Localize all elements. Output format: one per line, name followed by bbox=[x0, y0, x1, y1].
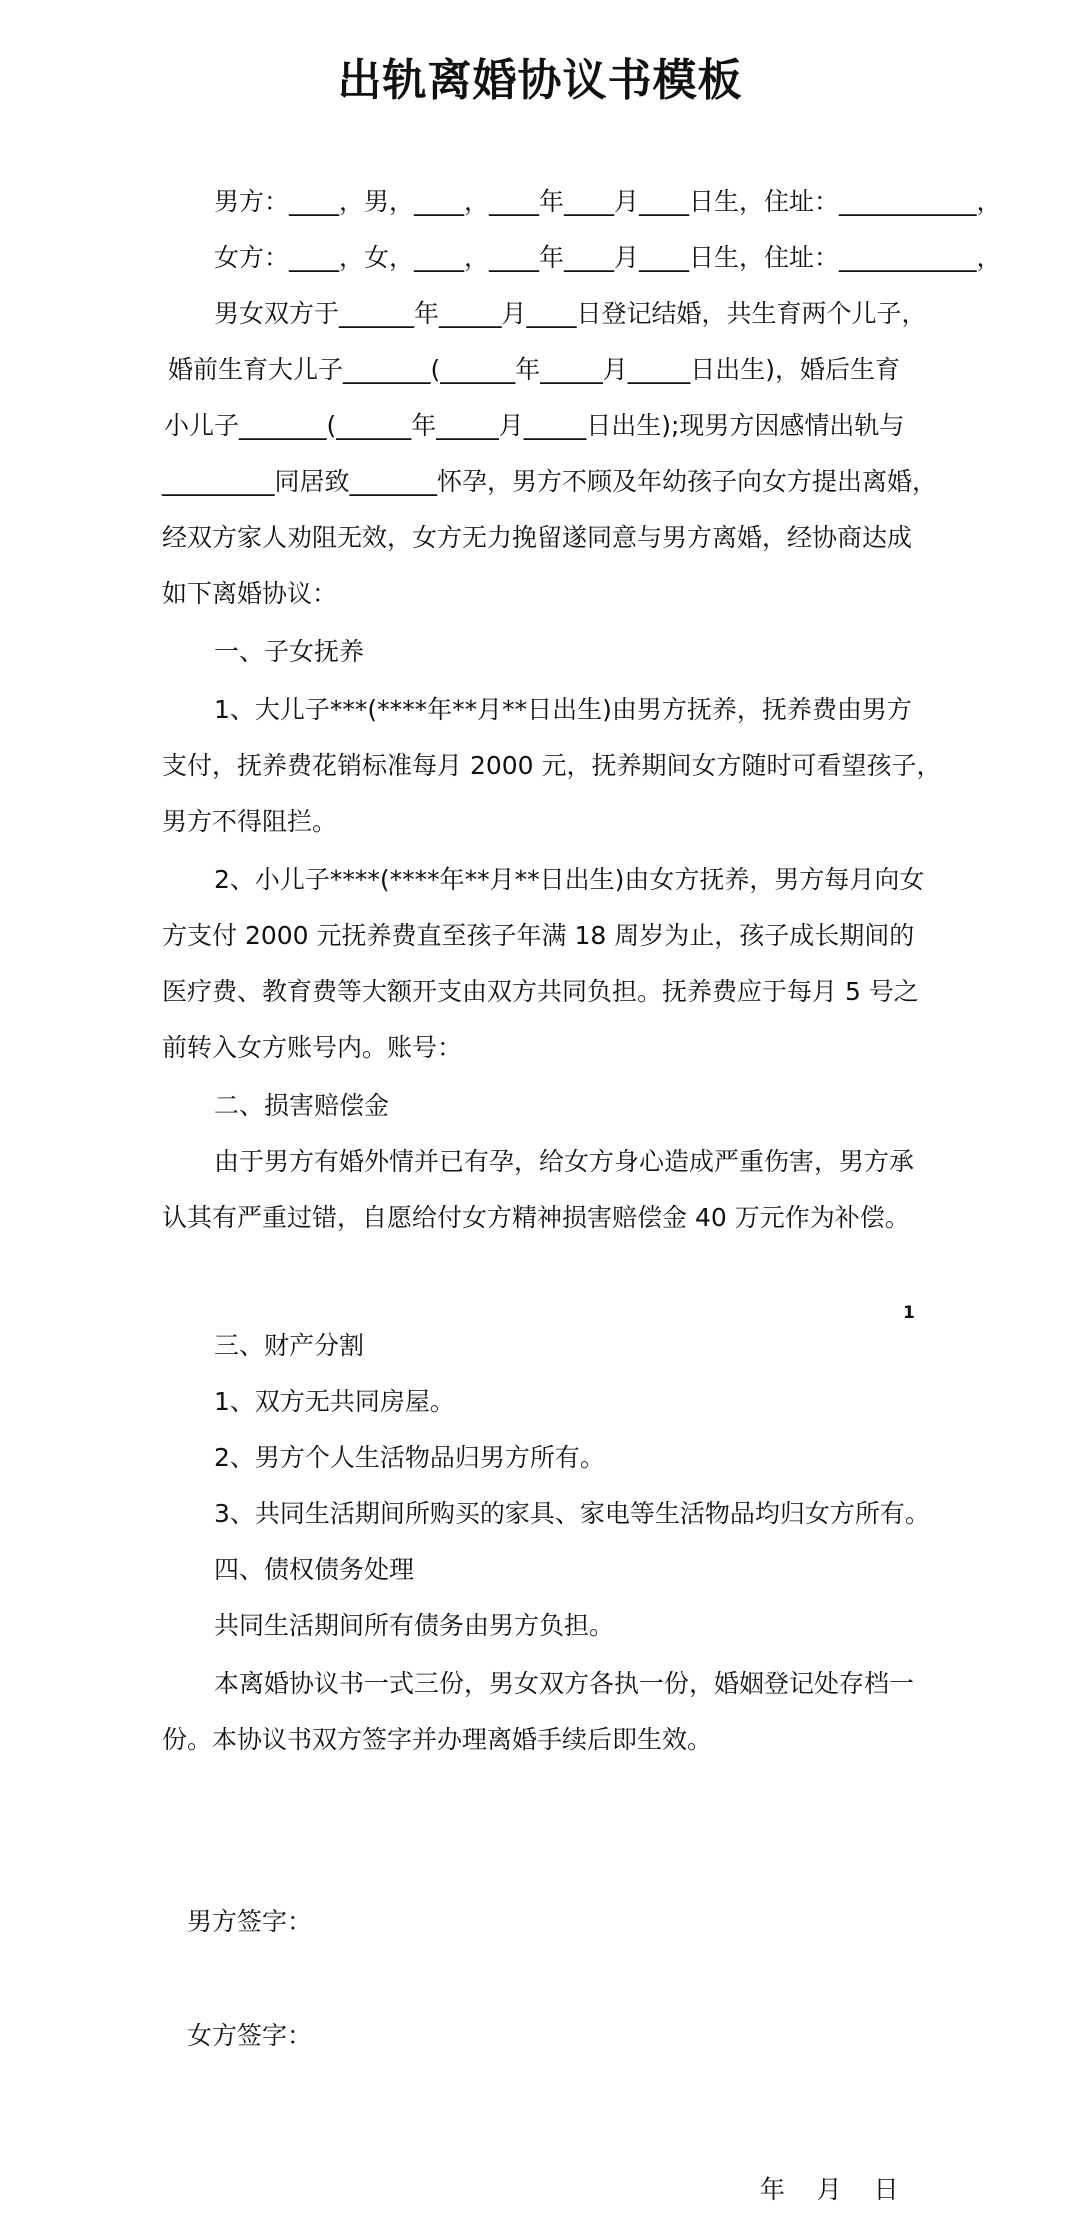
female-signature-label: 女方签字： bbox=[187, 2021, 313, 2050]
property-item: 1、双方无共同房屋。 bbox=[214, 1387, 455, 1416]
preamble-line: 小儿子_______(______年_____月_____日出生);现男方因感情出轨与 bbox=[164, 411, 905, 440]
property-item: 2、男方个人生活物品归男方所有。 bbox=[214, 1443, 605, 1472]
custody-item-1-line: 支付，抚养费花销标准每月 2000 元，抚养期间女方随时可看望孩子， bbox=[162, 751, 942, 780]
custody-item-2-line: 医疗费、教育费等大额开支由双方共同负担。抚养费应于每月 5 号之 bbox=[162, 977, 919, 1006]
custody-item-2-first: 2、小儿子****(****年**月**日出生)由女方抚养，男方每月向女 bbox=[214, 865, 925, 894]
preamble-line: 如下离婚协议： bbox=[162, 579, 338, 608]
male-info-line: 男方：____，男，____，____年____月____日生，住址：___________， bbox=[214, 187, 1002, 216]
custody-item-2-line: 前转入女方账号内。账号： bbox=[162, 1033, 463, 1062]
female-info-line: 女方：____，女，____，____年____月____日生，住址：___________， bbox=[214, 243, 1002, 272]
section-heading-property: 三、财产分割 bbox=[214, 1331, 365, 1360]
preamble-line: 经双方家人劝阻无效，女方无力挽留遂同意与男方离婚，经协商达成 bbox=[162, 523, 913, 552]
male-signature-label: 男方签字： bbox=[187, 1907, 313, 1936]
custody-item-1-first: 1、大儿子***(****年**月**日出生)由男方抚养，抚养费由男方 bbox=[214, 695, 912, 724]
preamble-line: 婚前生育大儿子_______(______年_____月_____日出生)，婚后生育 bbox=[168, 355, 901, 384]
custody-item-2-line: 方支付 2000 元抚养费直至孩子年满 18 周岁为止，孩子成长期间的 bbox=[162, 921, 915, 950]
document-title: 出轨离婚协议书模板 bbox=[337, 55, 743, 106]
page-number: 1 bbox=[903, 1303, 915, 1323]
section-heading-child-custody: 一、子女抚养 bbox=[214, 637, 365, 666]
property-item: 3、共同生活期间所购买的家具、家电等生活物品均归女方所有。 bbox=[214, 1499, 930, 1528]
closing-line: 份。本协议书双方签字并办理离婚手续后即生效。 bbox=[162, 1725, 713, 1754]
damages-line: 认其有严重过错，自愿给付女方精神损害赔偿金 40 万元作为补偿。 bbox=[162, 1203, 910, 1232]
section-heading-debts: 四、债权债务处理 bbox=[214, 1555, 415, 1584]
section-heading-damages: 二、损害赔偿金 bbox=[214, 1091, 390, 1120]
debts-text: 共同生活期间所有债务由男方负担。 bbox=[214, 1611, 615, 1640]
preamble-line: _________同居致_______怀孕，男方不顾及年幼孩子向女方提出离婚， bbox=[162, 467, 938, 496]
damages-first-line: 由于男方有婚外情并已有孕，给女方身心造成严重伤害，男方承 bbox=[214, 1147, 915, 1176]
preamble-first-line: 男女双方于______年_____月____日登记结婚，共生育两个儿子， bbox=[214, 299, 927, 328]
date-line: 年 月 日 bbox=[760, 2175, 899, 2204]
custody-item-1-line: 男方不得阻拦。 bbox=[162, 807, 338, 836]
closing-first-line: 本离婚协议书一式三份，男女双方各执一份，婚姻登记处存档一 bbox=[214, 1669, 915, 1698]
